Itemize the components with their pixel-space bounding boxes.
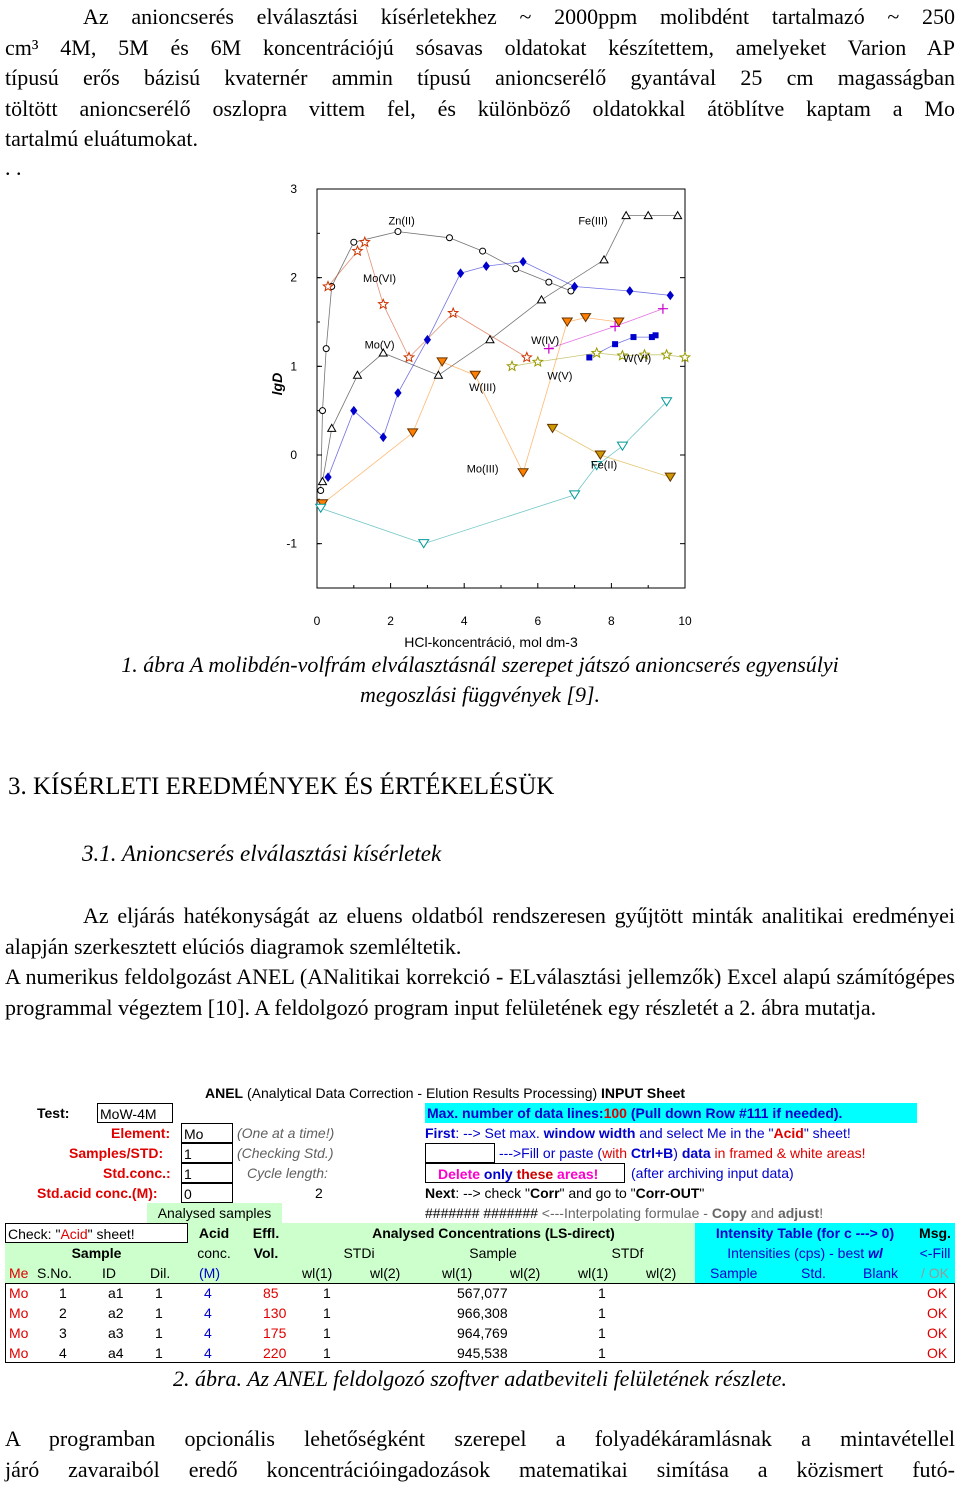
cell-msg[interactable]: OK: [927, 1345, 948, 1361]
cell-dil[interactable]: 1: [155, 1305, 163, 1321]
cell-msg[interactable]: OK: [927, 1285, 948, 1301]
h-wl1a: wl(1): [302, 1265, 333, 1281]
cell-sno[interactable]: 4: [59, 1345, 67, 1361]
point-Zn(II): [513, 266, 519, 272]
x-tick-label: 6: [534, 614, 542, 628]
first-rest: : --> Set max.: [455, 1125, 544, 1141]
check-text: Check: ": [8, 1226, 61, 1242]
point-W(V): [586, 354, 592, 360]
x-tick-label: 10: [678, 614, 692, 628]
sub-stdf-header: STDf: [560, 1243, 695, 1263]
cell-stdi[interactable]: 1: [323, 1285, 331, 1301]
point-Mo(V): [483, 262, 489, 270]
point-Zn(II): [351, 239, 357, 245]
point-Mo(V): [395, 389, 401, 397]
point-Mo(V): [351, 407, 357, 415]
cell-vol[interactable]: 220: [263, 1345, 287, 1361]
samples-label: Samples/STD:: [69, 1145, 164, 1161]
curve-label: W(V): [547, 370, 573, 383]
stdacid-field[interactable]: 0: [181, 1183, 233, 1203]
delete-only: only: [480, 1166, 517, 1182]
figure1-caption: [0, 650, 960, 710]
final-line: járó zavaraiból eredő koncentrációingadozások matematikai simítása a közismert futó-: [5, 1456, 955, 1482]
point-Fe(III): [674, 212, 682, 219]
cell-m[interactable]: 4: [204, 1285, 212, 1301]
point-Mo(III): [581, 314, 591, 322]
cell-stdi[interactable]: 1: [323, 1345, 331, 1361]
col-acid-header: Acid: [188, 1223, 240, 1243]
fill-data: data: [681, 1145, 711, 1161]
fill-rest: ): [673, 1145, 682, 1161]
cell-m[interactable]: 4: [204, 1345, 212, 1361]
next-bold: Next: [425, 1185, 456, 1201]
point-Mo(VI): [522, 353, 532, 362]
final-paragraph: [5, 1424, 955, 1485]
y-tick-label: 1: [290, 359, 297, 374]
point-Fe(III): [434, 371, 442, 378]
curve-label: Mo(III): [466, 463, 499, 476]
anel-input-sheet: [5, 1083, 955, 1361]
point-Fe(II): [570, 491, 580, 499]
point-Fe(III): [353, 371, 361, 378]
interp-note: [425, 1203, 823, 1223]
first-bold: First: [425, 1125, 456, 1141]
point-Fe(III): [537, 296, 545, 303]
cell-dil[interactable]: 1: [155, 1285, 163, 1301]
curve-label: Mo(V): [364, 339, 395, 352]
point-Mo(V): [667, 291, 673, 299]
next-rest2: " and go to ": [559, 1185, 636, 1201]
point-Zn(II): [320, 408, 326, 414]
fill-text: --->Fill or paste (: [499, 1145, 603, 1161]
sub-wl: wl: [868, 1245, 883, 1261]
cell-msg[interactable]: OK: [927, 1305, 948, 1321]
sub-sample-header: Sample: [5, 1243, 188, 1263]
point-Mo(III): [437, 358, 447, 366]
h-wl1b: wl(1): [442, 1265, 473, 1281]
delete-these: these: [516, 1166, 554, 1182]
intro-paragraph: [5, 2, 955, 155]
cell-m[interactable]: 4: [204, 1305, 212, 1321]
next-corrout: Corr-OUT: [635, 1185, 700, 1201]
point-Zn(II): [323, 346, 329, 352]
h-blank: Blank: [863, 1265, 899, 1281]
interp-copy: Copy: [711, 1205, 747, 1221]
curve-label: Mo(VI): [363, 273, 397, 286]
sub-intens-header: [695, 1243, 915, 1263]
point-W(IV): [658, 304, 668, 314]
element-field[interactable]: Mo: [181, 1123, 233, 1143]
point-Fe(II): [419, 540, 429, 548]
cell-stdi[interactable]: 1: [323, 1305, 331, 1321]
h-m: (M): [199, 1265, 220, 1281]
maxlines-note: [425, 1103, 917, 1123]
test-label: Test:: [37, 1105, 70, 1121]
figure1-caption-line: 1. ábra A molibdén-volfrám elválasztásnál szerepet játszó anioncserés egyensúlyi: [121, 652, 839, 677]
point-Mo(V): [520, 258, 526, 266]
sub-conc-header: conc.: [188, 1243, 240, 1263]
cycle-length-label: Cycle length:: [247, 1165, 328, 1181]
cell-sno[interactable]: 2: [59, 1305, 67, 1321]
delete-warning: [425, 1163, 625, 1183]
curve-label: Zn(II): [388, 215, 415, 228]
first-window-width: window width: [543, 1125, 636, 1141]
point-Fe(III): [600, 256, 608, 263]
h-wl2c: wl(2): [646, 1265, 677, 1281]
cell-id[interactable]: a3: [108, 1325, 124, 1341]
intro-line: cm³ 4M, 5M és 6M koncentrációjú sósavas oldatokat készítettem, amelyeket Varion AP: [5, 34, 955, 60]
element-note: (One at a time!): [237, 1125, 335, 1141]
point-Fe(III): [644, 212, 652, 219]
fill-ctrl: Ctrl+B: [630, 1145, 674, 1161]
cell-dil[interactable]: 1: [155, 1325, 163, 1341]
y-tick-label: 2: [290, 270, 297, 285]
body-paragraph-2: A numerikus feldolgozást ANEL (ANalitikai korrekció - ELválasztási jellemzők) Excel alapú számítógépes programmal végeztem [10]. A feldolgozó program input felületének egy részletét a 2. ábra mutatja.: [5, 964, 955, 1020]
chart-curves: [321, 216, 685, 544]
point-W(VI): [507, 361, 517, 370]
sub-vol-header: Vol.: [240, 1243, 292, 1263]
maxlines-text: Max. number of data lines:: [427, 1105, 604, 1121]
plot-frame: [317, 189, 685, 588]
intro-line: típusú erős bázisú kvaternér ammin típusú anioncserélő gyantával 25 cm magasságban: [5, 65, 955, 90]
cell-vol[interactable]: 175: [263, 1325, 287, 1341]
curve-label: Fe(II): [590, 459, 618, 472]
h-std: Std.: [801, 1265, 826, 1281]
maxlines-rest: (Pull down Row #111 if needed).: [626, 1105, 843, 1121]
cell-me[interactable]: Mo: [9, 1325, 29, 1341]
cell-me[interactable]: Mo: [9, 1305, 29, 1321]
intro-line: töltött anioncserélő oszlopra vittem fel, és különböző oldatokkal átöblítve kaptam a Mo: [5, 95, 955, 121]
first-rest2: and select Me in the ": [635, 1125, 774, 1141]
cell-m[interactable]: 4: [204, 1325, 212, 1341]
body-paragraph-1: Az eljárás hatékonyságát az eluens oldatból rendszeresen gyűjtött minták analitikai eredményei alapján szerkesztett elúciós diagramok szemléltetik.: [5, 903, 955, 959]
delete-areas: areas!: [553, 1166, 599, 1182]
point-Mo(V): [325, 473, 331, 481]
interp-and: and: [746, 1205, 778, 1221]
h-me: Me: [9, 1265, 29, 1281]
point-W(VI): [533, 357, 543, 366]
element-label: Element:: [111, 1125, 171, 1141]
sheet-title-rest: (Analytical Data Correction - Elution Results Processing): [243, 1085, 602, 1101]
delete-after-note: (after archiving input data): [631, 1165, 794, 1181]
h-wl2a: wl(2): [370, 1265, 401, 1281]
point-Mo(III): [562, 318, 572, 326]
point-Mo(III): [518, 469, 528, 477]
cell-dil[interactable]: 1: [155, 1345, 163, 1361]
point-Mo(V): [380, 433, 386, 441]
cell-sno[interactable]: 3: [59, 1325, 67, 1341]
final-line: A programban opcionális lehetőségként szerepel a folyadékáramlásnak a mintavétellel: [5, 1426, 955, 1451]
curve-label: W(III): [469, 382, 497, 395]
point-Mo(V): [627, 287, 633, 295]
col-msg-header: Msg.: [915, 1223, 955, 1243]
point-W(V): [630, 334, 636, 340]
col-effl-header: Effl.: [240, 1223, 292, 1243]
y-tick-label: 3: [290, 182, 297, 196]
maxlines-value: 100: [603, 1105, 627, 1121]
h-dil: Dil.: [150, 1265, 171, 1281]
x-tick-label: 4: [460, 614, 468, 628]
check-acid: Acid: [60, 1226, 88, 1242]
stdconc-label: Std.conc.:: [103, 1165, 171, 1181]
stdconc-field[interactable]: 1: [181, 1163, 233, 1183]
sheet-title: [205, 1083, 685, 1103]
h-sample: Sample: [710, 1265, 758, 1281]
next-end: ": [699, 1185, 705, 1201]
sub-intens-text: Intensities (cps) - best: [727, 1245, 869, 1261]
cycle-length-value[interactable]: 2: [315, 1185, 323, 1201]
curve-label: W(VI): [623, 352, 652, 365]
cell-stdf[interactable]: 1: [598, 1325, 606, 1341]
intro-line: tartalmú eluátumokat.: [5, 126, 199, 151]
sheet-title-input: INPUT Sheet: [601, 1085, 686, 1101]
hashes: ####### #######: [425, 1205, 538, 1221]
samples-field[interactable]: 1: [181, 1143, 233, 1163]
point-Fe(III): [622, 212, 630, 219]
point-W(V): [612, 341, 618, 347]
fill-instruction: [499, 1143, 866, 1163]
y-tick-label: 0: [290, 448, 297, 462]
sheet-title-anel: ANEL: [205, 1085, 244, 1101]
cell-sample[interactable]: 966,308: [457, 1305, 508, 1321]
fill-with: with: [602, 1145, 631, 1161]
cell-stdf[interactable]: 1: [598, 1345, 606, 1361]
point-Zn(II): [480, 248, 486, 254]
point-W(III): [548, 424, 558, 432]
point-Fe(II): [662, 398, 672, 406]
cell-stdf[interactable]: 1: [598, 1305, 606, 1321]
curve-label: Fe(III): [578, 215, 608, 228]
cell-stdi[interactable]: 1: [323, 1325, 331, 1341]
x-tick-label: 8: [608, 614, 615, 628]
point-Fe(III): [319, 478, 327, 485]
point-W(III): [595, 451, 605, 459]
distribution-chart: [250, 175, 710, 655]
point-Zn(II): [446, 235, 452, 241]
cell-sno[interactable]: 1: [59, 1285, 67, 1301]
first-rest3: " sheet!: [803, 1125, 851, 1141]
point-Mo(VI): [448, 308, 458, 317]
cell-id[interactable]: a2: [108, 1305, 124, 1321]
first-acid: Acid: [773, 1125, 804, 1141]
test-field[interactable]: MoW-4M: [97, 1103, 173, 1123]
cell-vol[interactable]: 85: [263, 1285, 279, 1301]
point-Zn(II): [546, 279, 552, 285]
section-heading: 3. KÍSÉRLETI EREDMÉNYEK ÉS ÉRTÉKELÉSÜK: [8, 773, 555, 800]
point-Mo(VI): [379, 299, 389, 308]
col-intensity-header: Intensity Table (for c ---> 0): [695, 1223, 915, 1243]
h-wl1c: wl(1): [578, 1265, 609, 1281]
cell-sample[interactable]: 964,769: [457, 1325, 508, 1341]
cell-vol[interactable]: 130: [263, 1305, 287, 1321]
stdacid-label: Std.acid conc.(M):: [37, 1185, 158, 1201]
delete-text: Delete: [438, 1166, 481, 1182]
x-axis-label: HCl-koncentráció, mol dm-3: [404, 634, 578, 650]
first-instruction: [425, 1123, 851, 1143]
h-ok: / OK: [921, 1265, 950, 1281]
sub-fill-header: <-Fill: [915, 1243, 955, 1263]
samples-note: (Checking Std.): [237, 1145, 334, 1161]
point-Zn(II): [318, 487, 324, 493]
curve-W(IV): [549, 309, 663, 349]
figure2-caption: 2. ábra. Az ANEL feldolgozó szoftver adatbeviteli felületének részlete.: [172, 1366, 788, 1391]
point-W(III): [665, 473, 675, 481]
next-rest: : --> check ": [455, 1185, 530, 1201]
h-id: ID: [102, 1265, 116, 1281]
check-acid-note: [5, 1223, 188, 1243]
point-W(VI): [680, 353, 690, 362]
point-W(VI): [662, 350, 672, 359]
point-Mo(III): [470, 371, 480, 379]
curve-label: W(IV): [531, 335, 560, 348]
sub-stdi-header: STDi: [292, 1243, 426, 1263]
y-axis-label: lgD: [269, 372, 285, 396]
cell-sample[interactable]: 567,077: [457, 1285, 508, 1301]
cell-me[interactable]: Mo: [9, 1285, 29, 1301]
analysed-samples-band: Analysed samples: [147, 1203, 282, 1223]
point-W(V): [653, 332, 659, 338]
sub-sample2-header: Sample: [426, 1243, 560, 1263]
stray-dots: . .: [5, 155, 22, 180]
cell-me[interactable]: Mo: [9, 1345, 29, 1361]
point-Fe(III): [328, 424, 336, 431]
cell-sample[interactable]: 945,538: [457, 1345, 508, 1361]
cell-stdf[interactable]: 1: [598, 1285, 606, 1301]
y-tick-label: -1: [286, 536, 297, 551]
col-analysed-header: Analysed Concentrations (LS-direct): [292, 1223, 695, 1243]
fill-end: in framed & white areas!: [710, 1145, 866, 1161]
interp-text: <---Interpolating formulae -: [537, 1205, 712, 1221]
figure1-caption-line: megoszlási függvények [9].: [359, 682, 601, 707]
x-tick-label: 2: [387, 614, 394, 628]
subsection-heading: 3.1. Anioncserés elválasztási kísérletek: [82, 841, 442, 866]
h-sno: S.No.: [37, 1265, 73, 1281]
cell-msg[interactable]: OK: [927, 1325, 948, 1341]
x-tick-label: 0: [313, 614, 321, 628]
interp-excl: !: [819, 1205, 824, 1221]
cell-id[interactable]: a4: [108, 1345, 124, 1361]
intro-line: Az anioncserés elválasztási kísérletekhez ~ 2000ppm molibdént tartalmazó ~ 250: [83, 4, 955, 29]
cell-id[interactable]: a1: [108, 1285, 124, 1301]
check-end: " sheet!: [87, 1226, 135, 1242]
h-wl2b: wl(2): [510, 1265, 541, 1281]
next-corr: Corr: [529, 1185, 560, 1201]
fill-input-box[interactable]: [425, 1143, 495, 1163]
next-instruction: [425, 1183, 704, 1203]
point-Mo(V): [458, 269, 464, 277]
point-Zn(II): [395, 229, 401, 235]
interp-adjust: adjust: [777, 1205, 820, 1221]
